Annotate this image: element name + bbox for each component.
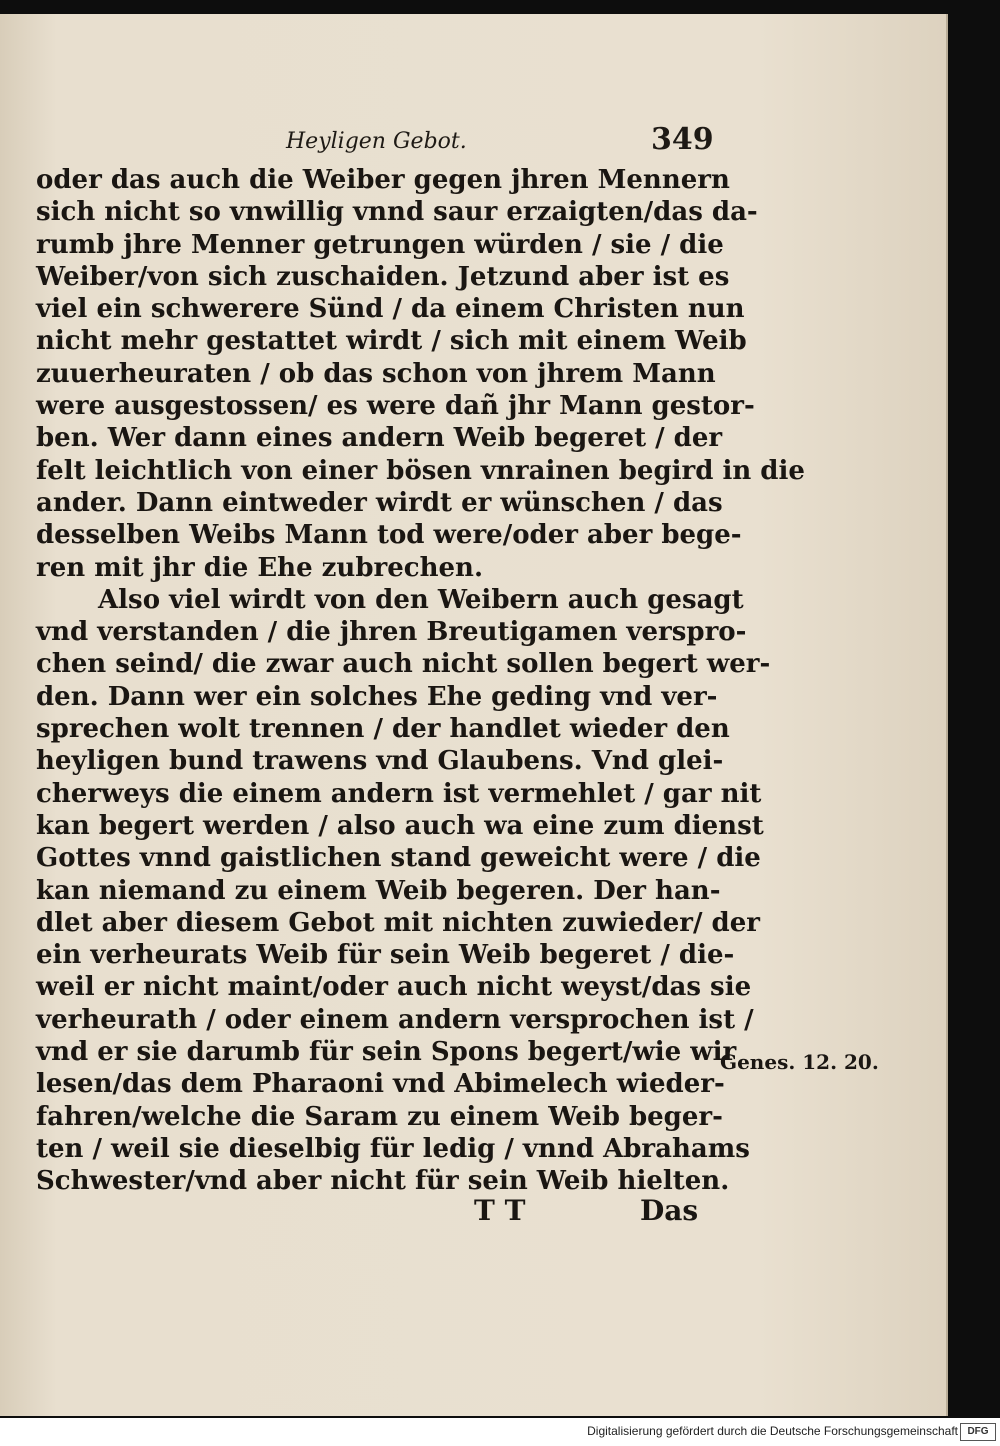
text-line: kan niemand zu einem Weib begeren. Der han- (36, 875, 721, 906)
dfg-logo-icon: DFG (960, 1423, 996, 1441)
text-line: ander. Dann eintweder wirdt er wünschen / das (36, 487, 723, 518)
paragraph-start-line: Also viel wirdt von den Weibern auch gesagt (98, 584, 744, 615)
page-number: 349 (651, 122, 714, 157)
text-line: Gottes vnnd gaistlichen stand geweicht were / die (36, 843, 761, 874)
text-line: heyligen bund trawens vnd Glaubens. Vnd glei- (36, 746, 724, 777)
text-line: dlet aber diesem Gebot mit nichten zuwieder/ der (36, 907, 760, 938)
text-line: den. Dann wer ein solches Ehe geding vnd ver- (36, 681, 718, 712)
text-line: vnd er sie darumb für sein Spons begert/wie wir (36, 1037, 737, 1068)
text-line: viel ein schwerere Sünd / da einem Christen nun (36, 294, 745, 325)
text-line: oder das auch die Weiber gegen jhren Mennern (36, 165, 730, 195)
text-line: chen seind/ die zwar auch nicht sollen begert wer- (36, 649, 771, 680)
text-line: ten / weil sie dieselbig für ledig / vnnd Abrahams (36, 1133, 750, 1164)
book-page (0, 14, 948, 1416)
funding-bar (0, 1418, 1000, 1446)
text-line: sich nicht so vnwillig vnnd saur erzaigten/das da- (36, 197, 758, 228)
text-line: rumb jhre Menner getrungen würden / sie / die (36, 229, 724, 260)
text-line: Weiber/von sich zuschaiden. Jetzund aber ist es (36, 261, 730, 292)
text-line: fahren/welche die Saram zu einem Weib beger- (36, 1101, 723, 1132)
text-line: cherweys die einem andern ist vermehlet / gar nit (36, 778, 762, 809)
text-line: ren mit jhr die Ehe zubrechen. (36, 552, 483, 583)
text-line: nicht mehr gestattet wirdt / sich mit einem Weib (36, 326, 747, 357)
running-head: Heyligen Gebot. (286, 129, 467, 154)
text-line: weil er nicht maint/oder auch nicht weyst/das sie (36, 972, 752, 1003)
text-line: ben. Wer dann eines andern Weib begeret / der (36, 423, 723, 454)
text-line: verheurath / oder einem andern versprochen ist / (36, 1004, 754, 1035)
text-line: felt leichtlich von einer bösen vnrainen begird in die (36, 455, 805, 486)
text-line: were ausgestossen/ es were dañ jhr Mann gestor- (36, 391, 755, 422)
funding-note: Digitalisierung gefördert durch die Deutsche Forschungsgemeinschaft (587, 1424, 958, 1438)
text-line: vnd verstanden / die jhren Breutigamen verspro- (36, 617, 747, 648)
text-line: sprechen wolt trennen / der handlet wieder den (36, 714, 730, 745)
text-line: kan begert werden / also auch wa eine zum dienst (36, 810, 764, 841)
catchword: Das (640, 1194, 699, 1227)
text-line: zuuerheuraten / ob das schon von jhrem Mann (36, 358, 716, 389)
marginal-note: Genes. 12. 20. (720, 1050, 879, 1074)
text-line: lesen/das dem Pharaoni vnd Abimelech wieder- (36, 1069, 725, 1100)
text-line: desselben Weibs Mann tod were/oder aber bege- (36, 520, 742, 551)
signature-mark: T T (474, 1194, 526, 1227)
text-line: Schwester/vnd aber nicht für sein Weib hielten. (36, 1166, 730, 1197)
text-line: ein verheurats Weib für sein Weib begeret / die- (36, 940, 735, 971)
